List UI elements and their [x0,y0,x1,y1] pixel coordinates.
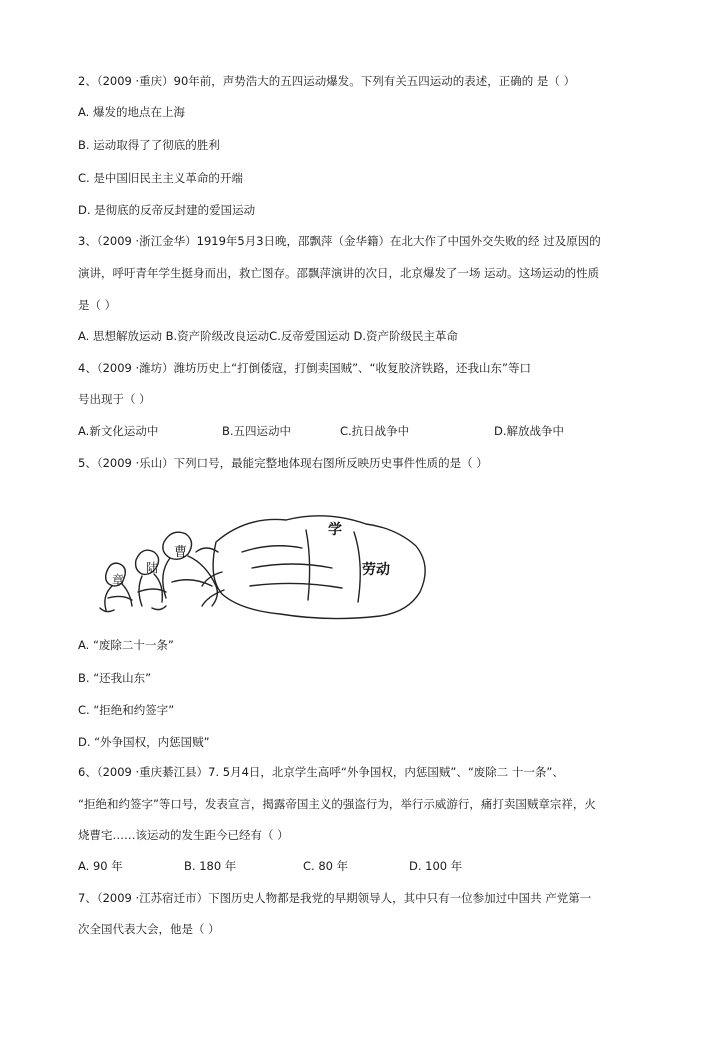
fist-outline [213,516,425,619]
q6-option-b: B. 180 年 [184,859,237,873]
traitor-body-lu [138,574,166,606]
q5-option-b: B. “还我山东” [78,671,152,685]
q2-option-a: A. 爆发的地点在上海 [78,105,185,119]
q3-line1: 3、（2009 ·浙江金华）1919年5月3日晚，邵飘萍（金华籍）在北大作了中国外交失败的经 过及原因的 [78,234,601,248]
q2-option-b: B. 运动取得了了彻底的胜利 [78,138,220,152]
q4-option-a: A.新文化运动中 [78,424,159,438]
q6-line1: 6、（2009 ·重庆綦江县）7. 5月4日，北京学生高呼“外争国权，内惩国贼”、“废除二 十一条”、 [78,765,564,779]
q3-line3: 是（ ） [78,298,117,312]
traitor-label-lu: 陆 [146,561,159,575]
fist-label-student: 学 [328,522,342,538]
fist-wrist-lines [202,572,224,606]
q2-option-c: C. 是中国旧民主主义革命的开端 [78,171,243,185]
q4-option-d: D.解放战争中 [494,424,565,438]
q6-option-c: C. 80 年 [303,859,349,873]
traitor-body-zhang [105,584,132,610]
q6-option-d: D. 100 年 [409,859,463,873]
q3-line2: 演讲，呼吁青年学生挺身而出，救亡图存。邵飘萍演讲的次日，北京爆发了一场 运动。这场运动的性质 [78,266,600,280]
q5-option-d: D. “外争国权，内惩国贼” [78,735,210,749]
q6-line2: “拒绝和约签字”等口号，发表宣言，揭露帝国主义的强盗行为，举行示威游行，痛打卖国贼章宗祥，火 [78,797,596,811]
cartoon-fist-figure [92,512,442,622]
q4-option-b: B.五四运动中 [222,424,292,438]
q5-stem: 5、（2009 ·乐山）下列口号，最能完整地体现右图所反映历史事件性质的是（ ） [78,456,488,470]
q2-stem: 2、（2009 ·重庆）90年前，声势浩大的五四运动爆发。下列有关五四运动的表述，正确的 是（ ） [78,74,576,88]
q5-option-c: C. “拒绝和约签字” [78,703,175,717]
q7-line1: 7、（2009 ·江苏宿迁市）下图历史人物都是我党的早期领导人，其中只有一位参加过中国共 产党第一 [78,891,592,905]
q5-option-a: A. “废除二十一条” [78,638,174,652]
fist-cartoon-illustration [92,512,442,622]
fist-finger-lines [242,530,360,602]
traitor-label-cao: 曹 [174,545,188,560]
q2-option-d: D. 是彻底的反帝反封建的爱国运动 [78,203,256,217]
q4-option-c: C.抗日战争中 [340,424,410,438]
q7-line2: 次全国代表大会，他是（ ） [78,922,220,936]
q4-line1: 4、（2009 ·潍坊）潍坊历史上“打倒倭寇，打倒卖国贼”、“收复胶济铁路，还我山东”等口 [78,361,531,375]
q6-line3: 烧曹宅……该运动的发生距今已经有（ ） [78,828,289,842]
q4-line2: 号出现于（ ） [78,392,151,406]
fist-label-labor: 劳动 [362,562,390,578]
traitor-label-zhang: 章 [112,573,125,587]
q6-option-a: A. 90 年 [78,859,123,873]
q3-options: A. 思想解放运动 B.资产阶级改良运动C.反帝爱国运动 D.资产阶级民主革命 [78,329,459,343]
